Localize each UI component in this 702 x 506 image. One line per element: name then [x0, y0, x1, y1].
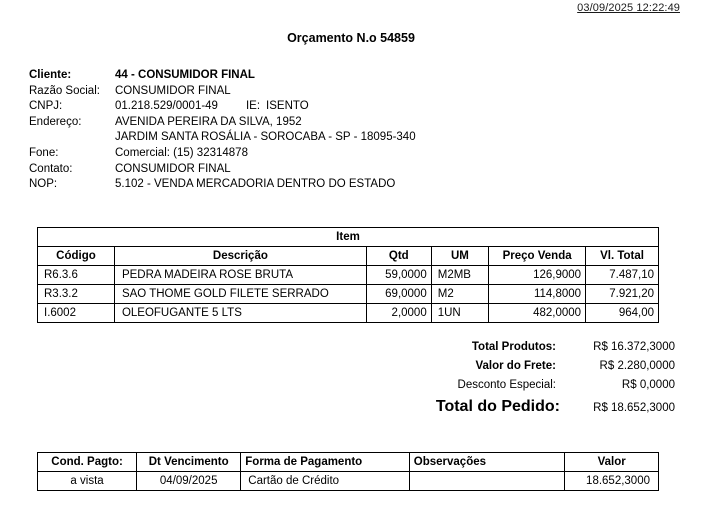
- item-um: 1UN: [431, 304, 488, 323]
- item-codigo: R6.3.6: [38, 266, 115, 285]
- customer-label-cliente: Cliente:: [29, 69, 72, 81]
- totals-label-desconto: Desconto Especial:: [457, 379, 556, 391]
- item-vl-total: 7.487,10: [586, 266, 659, 285]
- payment-header-row: [38, 453, 659, 472]
- totals-row-total-pedido: [300, 398, 675, 416]
- customer-value-cliente: 44 - CONSUMIDOR FINAL: [115, 69, 255, 81]
- customer-value-fone: Comercial: (15) 32314878: [115, 146, 248, 159]
- items-header-vl-total: Vl. Total: [586, 247, 659, 266]
- customer-label-fone: Fone:: [29, 146, 59, 159]
- items-group-header: Item: [38, 228, 659, 247]
- items-column-header-row: [38, 247, 659, 266]
- customer-row-endereco-linha2: [29, 130, 416, 146]
- item-preco-venda: 482,0000: [489, 304, 586, 323]
- totals-summary: [300, 341, 675, 416]
- items-table: [37, 227, 659, 323]
- item-vl-total: 964,00: [586, 304, 659, 323]
- customer-row-razao-social: [29, 84, 416, 100]
- item-vl-total: 7.921,20: [586, 285, 659, 304]
- print-timestamp: 03/09/2025 12:22:49: [577, 2, 680, 14]
- totals-label-frete: Valor do Frete:: [475, 360, 556, 372]
- item-um: M2: [431, 285, 488, 304]
- customer-value-endereco: AVENIDA PEREIRA DA SILVA, 1952: [115, 115, 302, 128]
- customer-info-block: [29, 68, 416, 193]
- customer-row-cnpj: [29, 99, 416, 115]
- customer-row-cliente: [29, 68, 416, 84]
- totals-value-desconto: R$ 0,0000: [621, 379, 675, 391]
- totals-value-frete: R$ 2.280,0000: [599, 360, 675, 372]
- payment-header-observacoes: Observações: [409, 453, 564, 472]
- customer-value-bairro-cidade: JARDIM SANTA ROSÁLIA - SOROCABA - SP - 18095-340: [115, 131, 416, 144]
- item-codigo: R3.3.2: [38, 285, 115, 304]
- totals-row-desconto: [300, 379, 675, 391]
- item-qtd: 59,0000: [366, 266, 431, 285]
- table-row: [38, 304, 659, 323]
- payment-header-valor: Valor: [565, 453, 659, 472]
- payment-dt-vencimento: 04/09/2025: [137, 472, 241, 491]
- totals-label-total-pedido: Total do Pedido:: [435, 398, 560, 415]
- customer-value-ie: ISENTO: [266, 100, 309, 113]
- document-title: Orçamento N.o 54859: [287, 31, 415, 45]
- totals-label-produtos: Total Produtos:: [471, 341, 556, 353]
- item-preco-venda: 114,8000: [489, 285, 586, 304]
- item-um: M2MB: [431, 266, 488, 285]
- customer-label-cnpj: CNPJ:: [29, 100, 63, 113]
- table-row: [38, 472, 659, 491]
- item-descricao: OLEOFUGANTE 5 LTS: [114, 304, 366, 323]
- totals-row-frete: [300, 360, 675, 372]
- table-row: [38, 266, 659, 285]
- customer-label-ie: IE:: [245, 100, 261, 113]
- payment-header-dt-vencimento: Dt Vencimento: [137, 453, 241, 472]
- customer-label-nop: NOP:: [29, 178, 58, 191]
- customer-value-nop: 5.102 - VENDA MERCADORIA DENTRO DO ESTADO: [115, 178, 396, 191]
- item-qtd: 2,0000: [366, 304, 431, 323]
- payment-cond-pagto: a vista: [38, 472, 137, 491]
- items-header-preco-venda: Preço Venda: [489, 247, 586, 266]
- payment-conditions-table: [37, 452, 659, 491]
- customer-value-contato: CONSUMIDOR FINAL: [115, 162, 231, 175]
- item-codigo: I.6002: [38, 304, 115, 323]
- customer-row-contato: [29, 162, 416, 178]
- item-preco-venda: 126,9000: [489, 266, 586, 285]
- item-descricao: PEDRA MADEIRA ROSE BRUTA: [114, 266, 366, 285]
- customer-row-endereco: [29, 115, 416, 131]
- items-header-codigo: Código: [38, 247, 115, 266]
- totals-value-total-pedido: R$ 18.652,3000: [593, 402, 675, 414]
- customer-row-nop: [29, 177, 416, 193]
- items-group-header-row: [38, 228, 659, 247]
- items-header-descricao: Descrição: [114, 247, 366, 266]
- payment-valor: 18.652,3000: [565, 472, 659, 491]
- table-row: [38, 285, 659, 304]
- items-header-qtd: Qtd: [366, 247, 431, 266]
- payment-header-forma-pagamento: Forma de Pagamento: [241, 453, 410, 472]
- payment-forma-pagamento: Cartão de Crédito: [241, 472, 410, 491]
- customer-label-endereco: Endereço:: [29, 115, 82, 128]
- payment-header-cond-pagto: Cond. Pagto:: [38, 453, 137, 472]
- totals-row-produtos: [300, 341, 675, 353]
- items-header-um: UM: [431, 247, 488, 266]
- customer-label-razao-social: Razão Social:: [29, 84, 100, 97]
- item-qtd: 69,0000: [366, 285, 431, 304]
- customer-row-fone: [29, 146, 416, 162]
- item-descricao: SAO THOME GOLD FILETE SERRADO: [114, 285, 366, 304]
- customer-value-cnpj: 01.218.529/0001-49: [115, 100, 218, 113]
- customer-value-razao-social: CONSUMIDOR FINAL: [115, 84, 231, 97]
- payment-observacoes: [409, 472, 564, 491]
- totals-value-produtos: R$ 16.372,3000: [593, 341, 675, 353]
- customer-label-contato: Contato:: [29, 162, 73, 175]
